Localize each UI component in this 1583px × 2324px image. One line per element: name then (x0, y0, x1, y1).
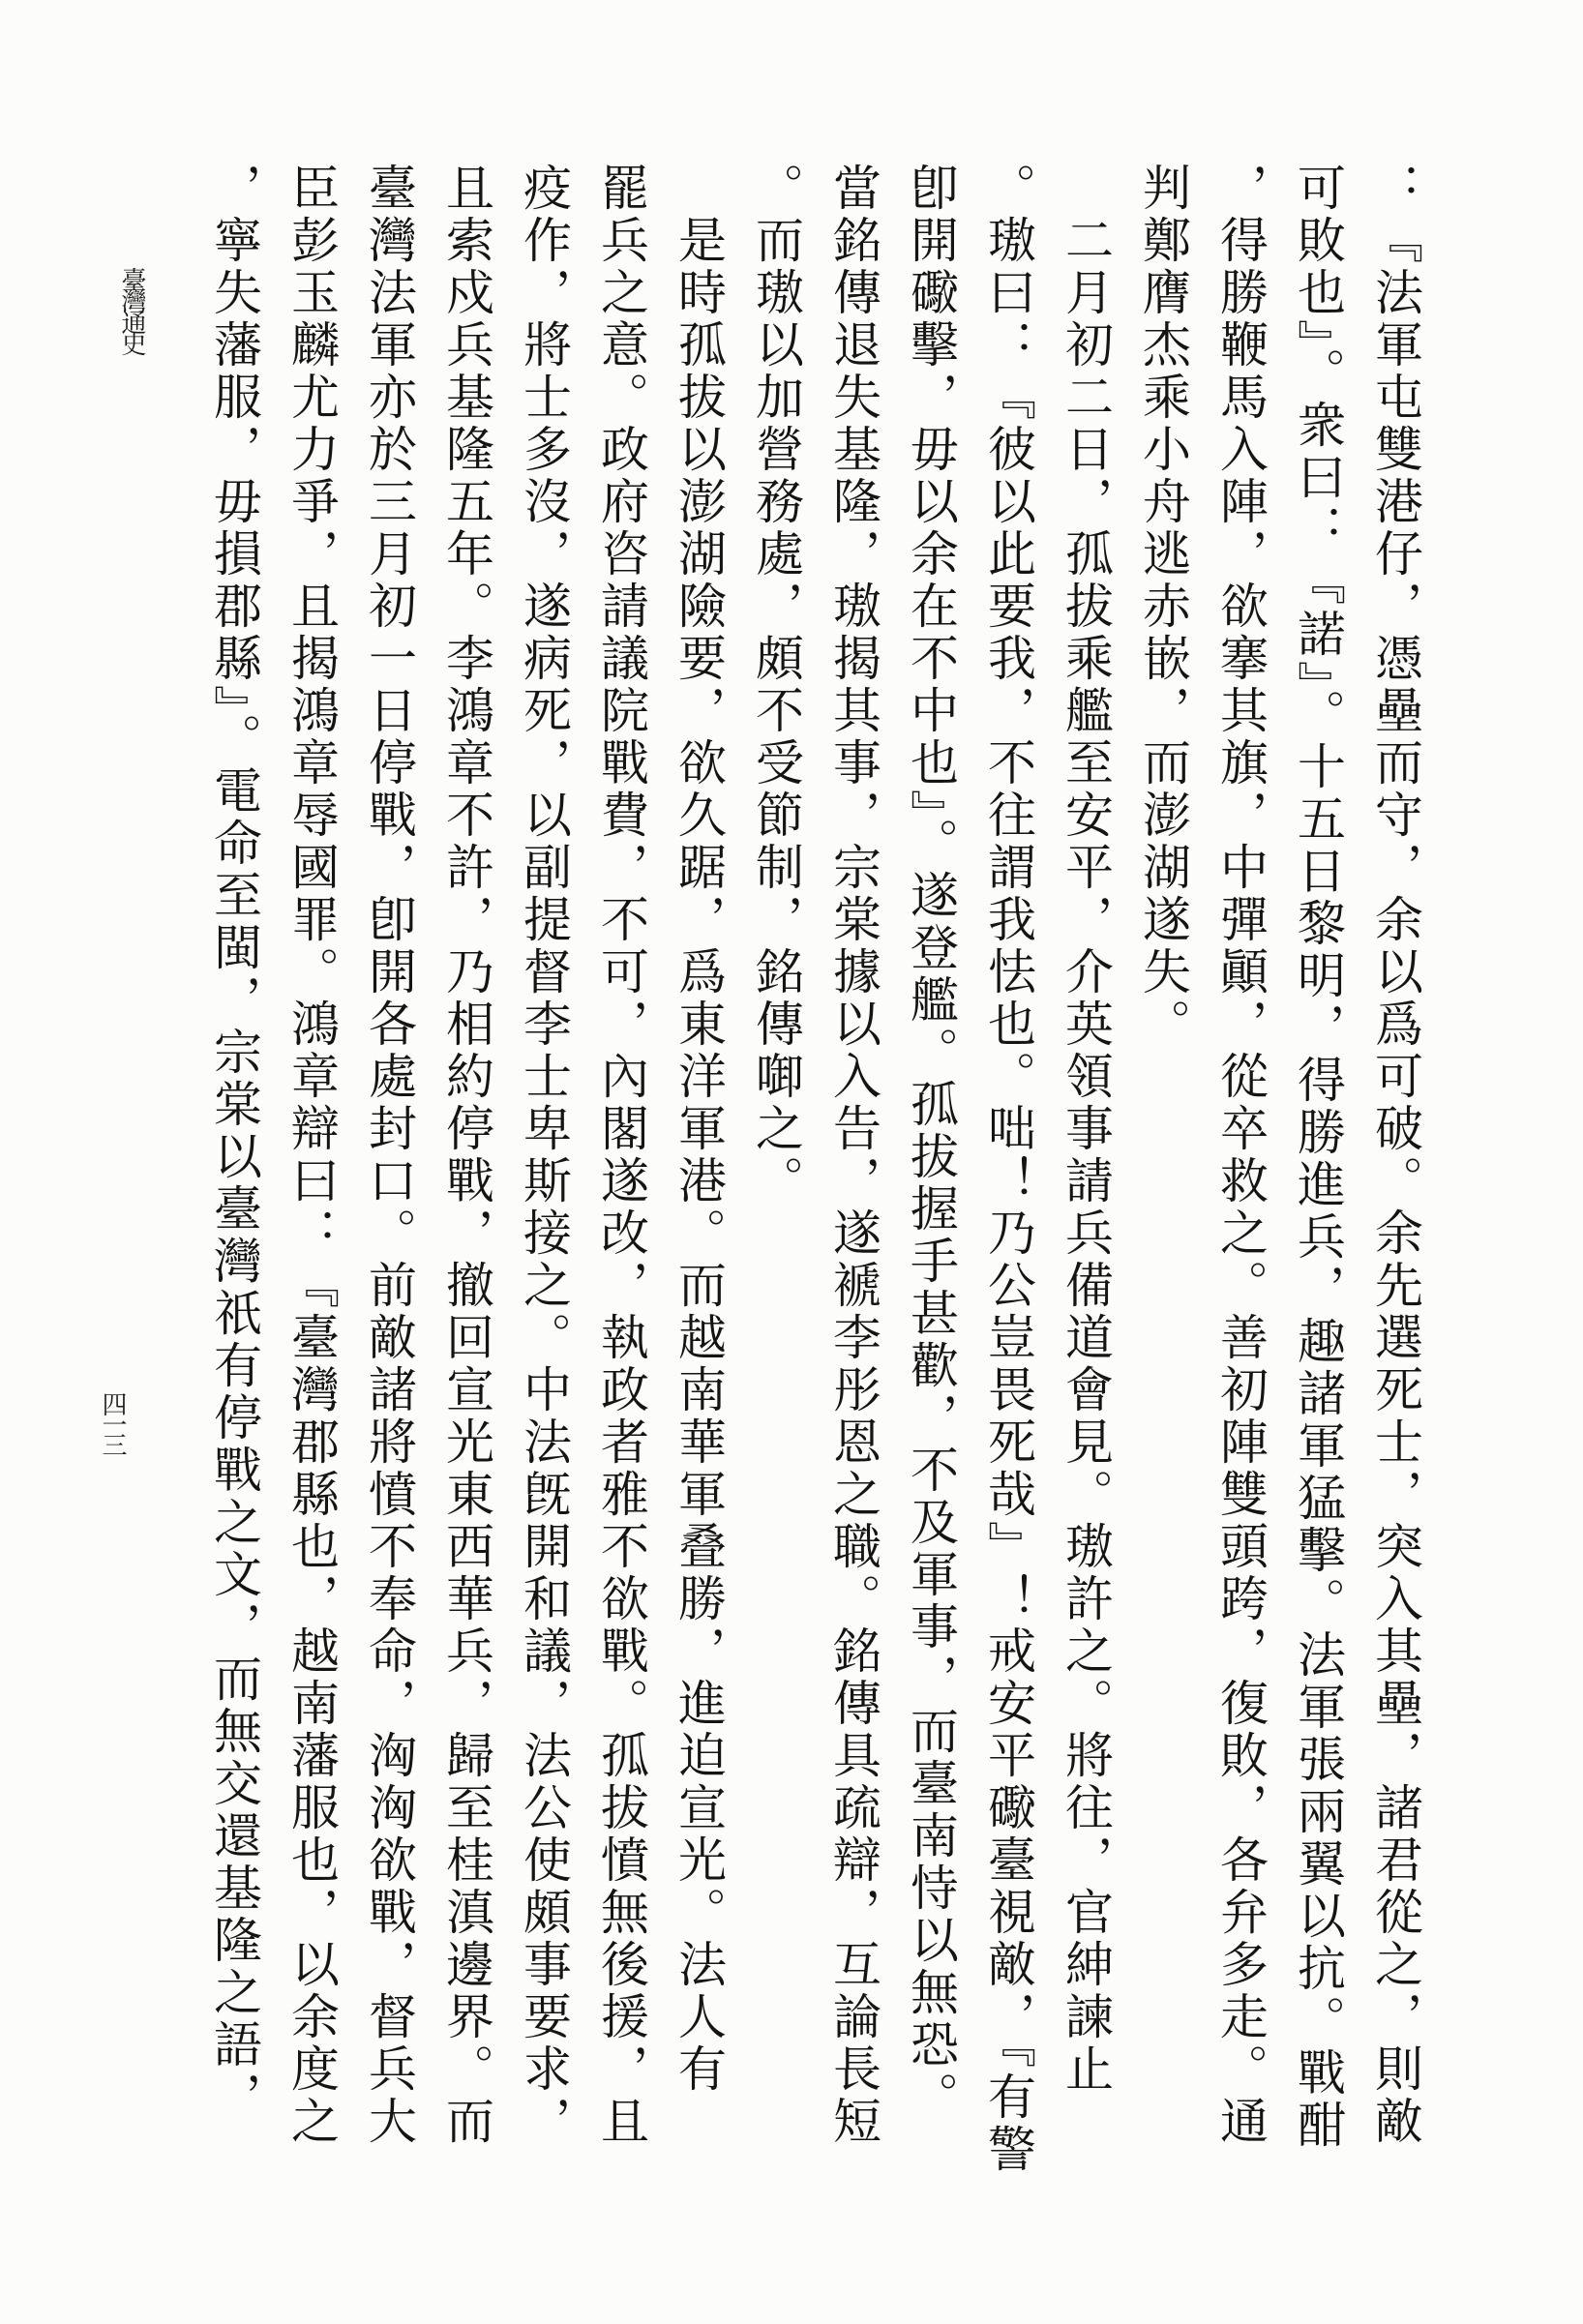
text-column-11: 罷兵之意。政府咨請議院戰費，不可，內閣遂改，執政者雅不欲戰。孤拔憤無後援，且 (594, 163, 648, 2148)
text-column-02: 可敗也』。衆曰：『諾』。十五日黎明，得勝進兵，趣諸軍猛擊。法軍張兩翼以抗。戰酣 (1291, 163, 1345, 2152)
text-column-01: ：『法軍屯雙港仔，憑壘而守，余以爲可破。余先選死士，突入其壘，諸君從之，則敵 (1368, 163, 1422, 2148)
text-column-08: 當銘傳退失基隆，璈揭其事，宗棠據以入告，遂褫李彤恩之職。銘傳具疏辯，互論長短 (826, 163, 881, 2148)
text-column-04: 判鄭膺杰乘小舟逃赤嵌，而澎湖遂失。 (1136, 163, 1190, 1051)
text-column-15: 臣彭玉麟尤力爭，且揭鴻章辱國罪。鴻章辯曰：『臺灣郡縣也，越南藩服也，以余度之 (284, 163, 339, 2148)
text-column-09: 。而璈以加營務處，頗不受節制，銘傳啣之。 (749, 163, 803, 1207)
text-column-14: 臺灣法軍亦於三月初一日停戰，卽開各處封口。前敵諸將憤不奉命，洶洶欲戰，督兵大 (362, 163, 416, 2148)
text-column-05: 二月初二日，孤拔乘艦至安平，介英領事請兵備道會見。璈許之。將往，官紳諫止 (1059, 215, 1113, 2096)
text-column-16: ，寧失藩服，毋損郡縣』。電命至閩，宗棠以臺灣祇有停戰之文，而無交還基隆之語， (207, 163, 261, 2124)
text-column-03: ，得勝鞭馬入陣，欲搴其旗，中彈顚，從卒救之。善初陣雙頭跨，復敗，各弁多走。通 (1213, 163, 1268, 2148)
body-text (192, 163, 1434, 2243)
running-title: 臺灣通史 (118, 267, 146, 352)
text-column-06: 。璈曰：『彼以此要我，不往謂我怯也。咄！乃公豈畏死哉』！戒安平礮臺視敵，『有警 (981, 163, 1035, 2176)
page-number: 四一三 (99, 1391, 127, 1452)
text-column-12: 疫作，將士多沒，遂病死，以副提督李士卑斯接之。中法旣開和議，法公使頗事要求， (517, 163, 571, 2148)
text-column-10: 是時孤拔以澎湖險要，欲久踞，爲東洋軍港。而越南華軍叠勝，進迫宣光。法人有 (672, 215, 726, 2096)
text-column-13: 且索戍兵基隆五年。李鴻章不許，乃相約停戰，撤回宣光東西華兵，歸至桂滇邊界。而 (439, 163, 493, 2148)
text-column-07: 卽開礮擊，毋以余在不中也』。遂登艦。孤拔握手甚歡，不及軍事，而臺南恃以無恐。 (904, 163, 958, 2124)
